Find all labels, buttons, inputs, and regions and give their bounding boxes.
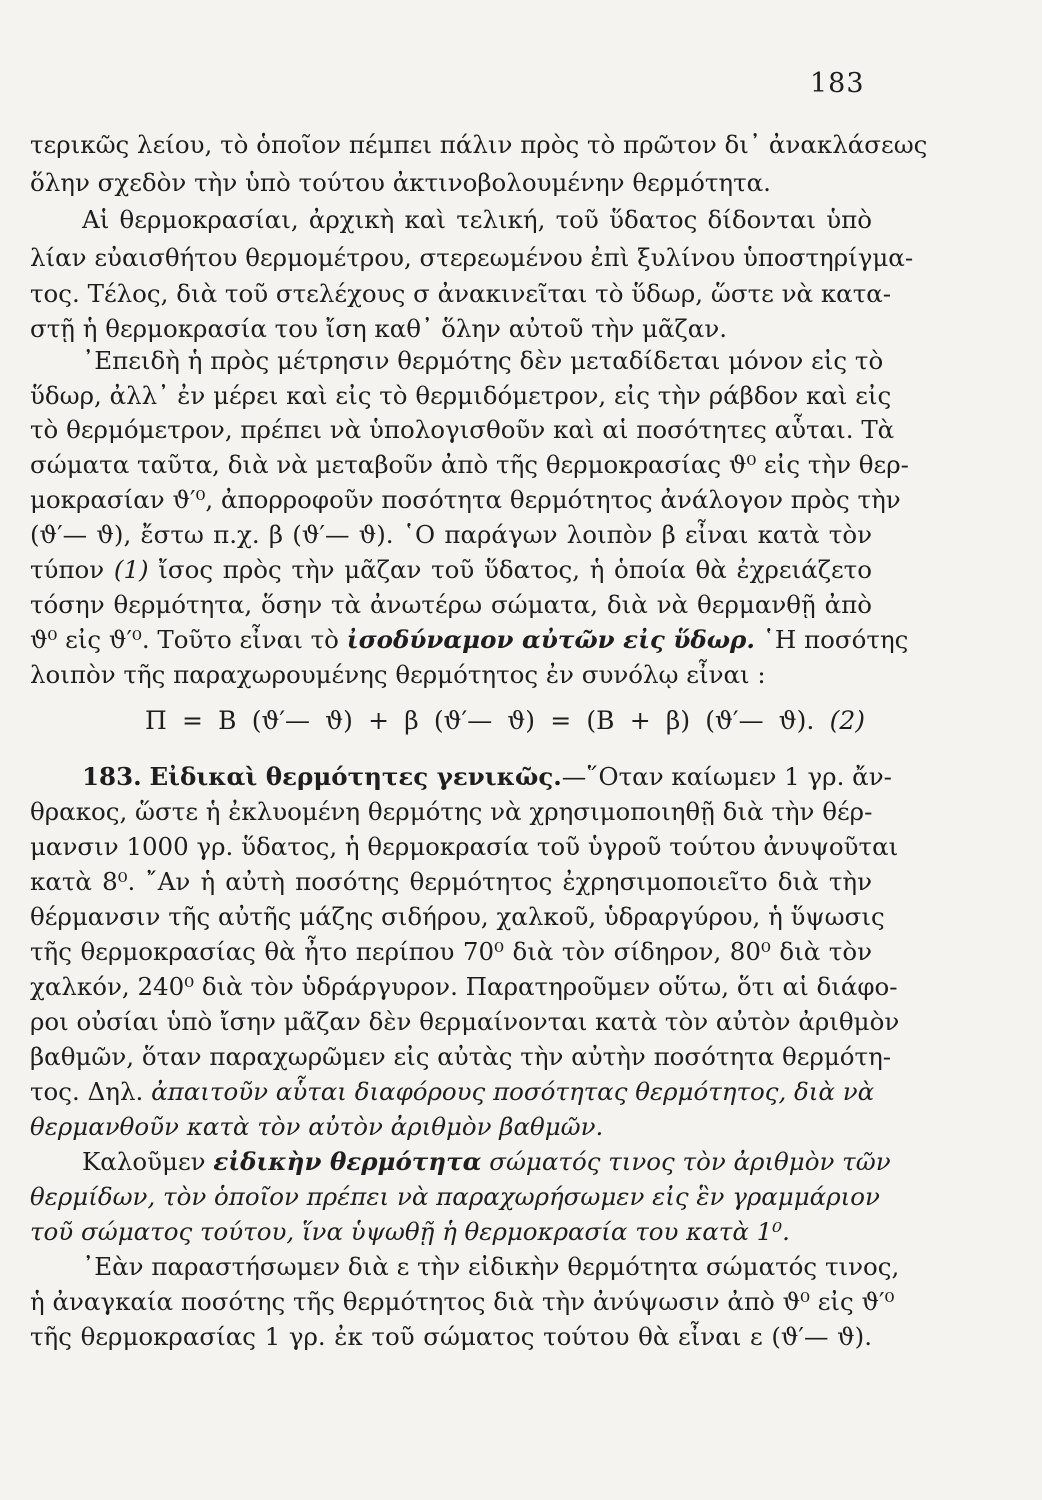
text-line: τῆς θερμοκρασίας θὰ ἦτο περίπου 70⁰ διὰ τὸν σίδηρον, 80⁰ διὰ τὸν bbox=[30, 937, 872, 966]
text-fragment: ϑ⁰ εἰς ϑ′⁰. Τοῦτο εἶναι τὸ bbox=[30, 625, 339, 654]
text-line: τῆς θερμοκρασίας 1 γρ. ἐκ τοῦ σώματος τούτου θὰ εἶναι ε (ϑ′— ϑ). bbox=[30, 1322, 872, 1351]
text-line bbox=[30, 1077, 875, 1107]
italic-phrase: ἀπαιτοῦν αὗται διαφόρους ποσότητας θερμότητος, διὰ νὰ bbox=[151, 1077, 875, 1106]
text-line: βαθμῶν, ὅταν παραχωρῶμεν εἰς αὐτὰς τὴν αὐτὴν ποσότητα θερμότη- bbox=[30, 1042, 892, 1071]
text-line: θρακος, ὥστε ἡ ἐκλυομένη θερμότης νὰ χρησιμοποιηθῇ διὰ τὴν θέρ- bbox=[30, 797, 873, 826]
emphasized-term: ἰσοδύναμον αὐτῶν εἰς ὕδωρ. bbox=[346, 625, 755, 654]
text-line: λίαν εὐαισθήτου θερμομέτρου, στερεωμένου ἐπὶ ξυλίνου ὑποστηρίγμα- bbox=[30, 243, 914, 272]
text-fragment: —῞Οταν καίωμεν 1 γρ. ἄν- bbox=[561, 762, 892, 791]
text-line: στῇ ἡ θερμοκρασία του ἴση καθ᾽ ὅλην αὐτοῦ τὴν μᾶζαν. bbox=[30, 314, 728, 343]
text-line: χαλκόν, 240⁰ διὰ τὸν ὑδράργυρον. Παρατηροῦμεν οὕτω, ὅτι αἱ διάφο- bbox=[30, 972, 898, 1001]
text-fragment: Καλοῦμεν bbox=[82, 1147, 206, 1176]
defined-term: εἰδικὴν θερμότητα bbox=[213, 1147, 482, 1176]
text-line: κατὰ 8⁰. ῎Αν ἡ αὐτὴ ποσότης θερμότητος ἐχρησιμοποιεῖτο διὰ τὴν bbox=[30, 867, 872, 896]
text-fragment: ῾Η ποσότης bbox=[762, 625, 909, 654]
equation bbox=[145, 706, 865, 736]
section-number: 183. bbox=[82, 762, 142, 791]
equation-reference: (1) bbox=[113, 555, 149, 584]
text-line: ὅλην σχεδὸν τὴν ὑπὸ τούτου ἀκτινοβολουμένην θερμότητα. bbox=[30, 168, 771, 197]
text-line: θερμίδων, τὸν ὁποῖον πρέπει νὰ παραχωρήσωμεν εἰς ἓν γραμμάριον bbox=[30, 1182, 880, 1211]
text-line: μοκρασίαν ϑ′⁰, ἀπορροφοῦν ποσότητα θερμότητος ἀνάλογον πρὸς τὴν bbox=[30, 485, 901, 514]
text-line: τος. Τέλος, διὰ τοῦ στελέχους σ ἀνακινεῖται τὸ ὕδωρ, ὥστε νὰ κατα- bbox=[30, 279, 892, 308]
text-line bbox=[30, 625, 909, 655]
page-number: 183 bbox=[810, 68, 865, 99]
text-line: ὕδωρ, ἀλλ᾽ ἐν μέρει καὶ εἰς τὸ θερμιδόμετρον, εἰς τὴν ράβδον καὶ εἰς bbox=[30, 381, 892, 410]
text-line: μανσιν 1000 γρ. ὕδατος, ἡ θερμοκρασία τοῦ ὑγροῦ τούτου ἀνυψοῦται bbox=[30, 832, 899, 861]
text-line: θερμανθοῦν κατὰ τὸν αὐτὸν ἀριθμὸν βαθμῶν. bbox=[30, 1112, 604, 1141]
text-line: τοῦ σώματος τούτου, ἵνα ὑψωθῇ ἡ θερμοκρασία του κατὰ 1⁰. bbox=[30, 1217, 790, 1246]
text-fragment: τύπον bbox=[30, 555, 105, 584]
text-line: τὸ θερμόμετρον, πρέπει νὰ ὑπολογισθοῦν καὶ αἱ ποσότητες αὗται. Τὰ bbox=[30, 415, 895, 444]
paragraph-start: ᾽Επειδὴ ἡ πρὸς μέτρησιν θερμότης δὲν μεταδίδεται μόνον εἰς τὸ bbox=[82, 346, 884, 375]
text-fragment: ἴσος πρὸς τὴν μᾶζαν τοῦ ὕδατος, ἡ ὁποία θὰ ἐχρειάζετο bbox=[158, 555, 872, 584]
paragraph-start: ᾽Εὰν παραστήσωμεν διὰ ε τὴν εἰδικὴν θερμότητα σώματός τινος, bbox=[82, 1252, 900, 1281]
section-title: Εἰδικαὶ θερμότητες γενικῶς. bbox=[149, 762, 562, 791]
text-line bbox=[30, 555, 872, 585]
text-line: ροι οὐσίαι ὑπὸ ἴσην μᾶζαν δὲν θερμαίνονται κατὰ τὸν αὐτὸν ἀριθμὸν bbox=[30, 1007, 900, 1036]
text-line: ἡ ἀναγκαία ποσότης τῆς θερμότητος διὰ τὴν ἀνύψωσιν ἀπὸ ϑ⁰ εἰς ϑ′⁰ bbox=[30, 1287, 895, 1316]
definition-line bbox=[82, 1147, 891, 1177]
section-heading-line bbox=[82, 762, 892, 792]
paragraph-start: Αἱ θερμοκρασίαι, ἀρχικὴ καὶ τελική, τοῦ ὕδατος δίδονται ὑπὸ bbox=[82, 205, 872, 234]
text-line: λοιπὸν τῆς παραχωρουμένης θερμότητος ἐν συνόλῳ εἶναι : bbox=[30, 660, 766, 689]
equation-body: Π = Β (ϑ′— ϑ) + β (ϑ′— ϑ) = (Β + β) (ϑ′— ϑ). bbox=[145, 706, 815, 735]
text-line: σώματα ταῦτα, διὰ νὰ μεταβοῦν ἀπὸ τῆς θερμοκρασίας ϑ⁰ εἰς τὴν θερ- bbox=[30, 450, 909, 479]
text-line: (ϑ′— ϑ), ἔστω π.χ. β (ϑ′— ϑ). ῾Ο παράγων λοιπὸν β εἶναι κατὰ τὸν bbox=[30, 520, 872, 549]
text-line: θέρμανσιν τῆς αὐτῆς μάζης σιδήρου, χαλκοῦ, ὑδραργύρου, ἡ ὕψωσις bbox=[30, 902, 885, 931]
text-line: τόσην θερμότητα, ὅσην τὰ ἀνωτέρω σώματα, διὰ νὰ θερμανθῇ ἀπὸ bbox=[30, 590, 872, 619]
equation-number: (2) bbox=[829, 706, 865, 735]
italic-phrase: σώματός τινος τὸν ἀριθμὸν τῶν bbox=[489, 1147, 891, 1176]
text-fragment: τος. Δηλ. bbox=[30, 1077, 144, 1106]
text-line: τερικῶς λείου, τὸ ὁποῖον πέμπει πάλιν πρὸς τὸ πρῶτον δι᾽ ἀνακλάσεως bbox=[30, 130, 928, 159]
